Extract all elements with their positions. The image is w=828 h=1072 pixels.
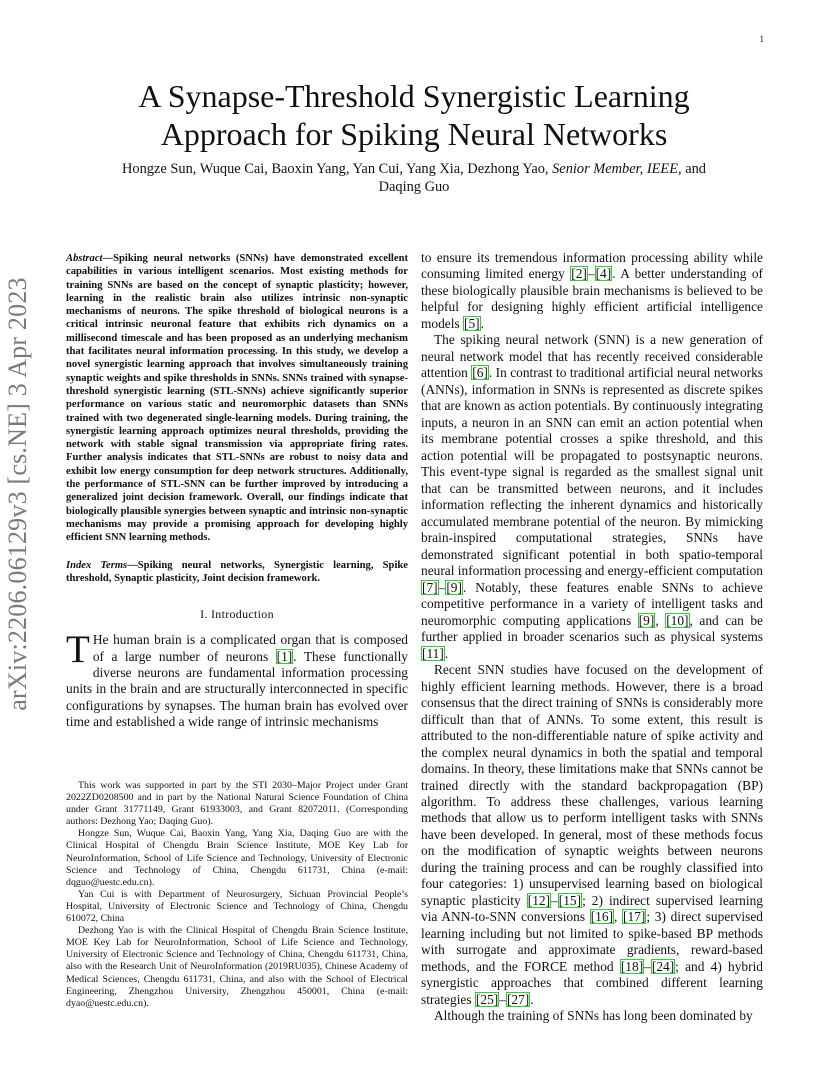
- citation-link[interactable]: [25]: [475, 991, 499, 1007]
- text-run: The spiking neural network (SNN) is a new generation of neural network model that has recently received considerable attention: [421, 332, 763, 381]
- text-run: –: [644, 958, 651, 974]
- index-terms-label: Index Terms: [66, 559, 128, 571]
- right-column: [421, 250, 763, 1025]
- citation-link[interactable]: [27]: [506, 991, 530, 1007]
- citation-link[interactable]: [15]: [558, 892, 582, 908]
- citation-link[interactable]: [7]: [422, 579, 438, 595]
- author-membership: Senior Member, IEEE: [552, 161, 678, 177]
- abstract-label: Abstract: [66, 253, 103, 264]
- author-names: Hongze Sun, Wuque Cai, Baoxin Yang, Yan Cui, Yang Xia, Dezhong Yao,: [122, 161, 553, 177]
- footnote-funding: This work was supported in part by the STI 2030–Major Project under Grant 2022ZD0208500 and in part by the National Natural Science Foundation of China under Grant 31771149, Grant 61933003, and Grant 82072011. (Corresponding authors: Dezhong Yao; Daqing Guo).: [66, 780, 408, 828]
- left-column: [66, 252, 408, 731]
- text-run: ; 3) direct supervised learning including but not limited to spike-based BP methods with surrogate and approximate gradients, reward-based methods, and the FORCE method: [421, 909, 763, 974]
- citation-link[interactable]: [17]: [623, 909, 646, 925]
- text-run: Recent SNN studies have focused on the development of highly efficient learning methods. However, there is a broad consensus that the direct training of SNNs is considerably more difficult than that of ANNs. To some extent, this result is attributed to the non-differentiable nature of spike activity and the complex neural dynamics in both the spatial and temporal domains. In theory, these limitations make that SNNs cannot be trained directly with the standard backpropagation (BP) algorithm. To address these challenges, various learning methods that allow us to perform intelligent tasks with SNNs have been developed. In general, most of these methods focus on the modification of synaptic weights between neurons during the training process and can be roughly classified into four categories: 1) unsupervised learning based on biological synaptic plasticity: [421, 662, 763, 908]
- text-run: .: [480, 315, 485, 331]
- arxiv-identifier: arXiv:2206.06129v3 [cs.NE] 3 Apr 2023: [3, 277, 32, 711]
- citation-link[interactable]: [12]: [527, 892, 551, 908]
- body-paragraph: [421, 332, 763, 662]
- intro-text-2: . These functionally diverse neurons are fundamental information processing units in the brain and are structurally interconnected in specific configurations by synapses. The human brain has evolved over time and established a wide range of intrinsic mechanisms: [66, 648, 408, 730]
- citation-link[interactable]: [24]: [651, 958, 675, 974]
- citation-link[interactable]: [6]: [472, 365, 488, 381]
- citation-link[interactable]: [11]: [422, 645, 444, 661]
- text-run: –: [551, 892, 558, 908]
- body-paragraph: Although the training of SNNs has long been dominated by: [434, 1008, 753, 1024]
- text-run: .: [444, 645, 449, 661]
- text-run: ,: [614, 909, 623, 925]
- citation-link[interactable]: [5]: [464, 315, 480, 331]
- page-number: 1: [759, 34, 764, 44]
- citation-link[interactable]: [2]: [571, 266, 587, 282]
- abstract: [66, 252, 408, 545]
- text-run: –: [499, 991, 506, 1007]
- citation-link[interactable]: [16]: [590, 909, 614, 925]
- body-paragraph: [421, 250, 763, 332]
- text-run: –: [438, 579, 446, 595]
- citation-link[interactable]: [18]: [620, 958, 644, 974]
- intro-paragraph: [66, 628, 408, 730]
- citation-link[interactable]: [4]: [595, 266, 612, 282]
- index-terms: [66, 559, 408, 586]
- citation-link[interactable]: [1]: [276, 648, 293, 664]
- text-run: –: [587, 266, 595, 282]
- author-list: [100, 160, 728, 196]
- dropcap: T: [66, 628, 90, 672]
- index-terms-text: —Spiking neural networks, Synergistic learning, Spike threshold, Synaptic plasticity, Joint decision framework.: [66, 559, 408, 584]
- intro-text-1: He human brain is a complicated organ that is composed of a large number of neurons: [92, 632, 408, 664]
- text-run: to ensure its tremendous information processing ability while consuming limited energy: [421, 250, 763, 282]
- citation-link[interactable]: [9]: [638, 612, 655, 628]
- body-paragraph: [421, 662, 763, 1008]
- citation-link[interactable]: [9]: [446, 579, 462, 595]
- abstract-text: —Spiking neural networks (SNNs) have demonstrated excellent capabilities in various intelligent scenarios. Most existing methods for training SNNs are based on the concept of synaptic plasticity; however, learning in the realistic brain also utilizes intrinsic non-synaptic mechanisms of neurons. The spike threshold of biological neurons is a critical intrinsic neuronal feature that exhibits rich dynamics on a millisecond timescale and has been proposed as an underlying mechanism that facilitates neural information processing. In this study, we develop a novel synergistic learning approach that involves simultaneously training synaptic weights and spike thresholds in SNNs. SNNs trained with synapse-threshold synergistic learning (STL-SNNs) achieve significantly superior performance on various static and neuromorphic datasets than SNNs trained with two degenerated single-learning models. During training, the synergistic learning approach optimizes neural thresholds, providing the network with stable signal transmission via appropriate firing rates. Further analysis indicates that STL-SNNs are robust to noisy data and exhibit low energy consumption for deep network structures. Additionally, the performance of STL-SNN can be further improved by introducing a generalized joint decision framework. Overall, our findings indicate that biologically plausible synergies between synaptic and intrinsic non-synaptic mechanisms may provide a promising approach for developing highly efficient SNN learning methods.: [66, 253, 408, 544]
- text-run: .: [530, 991, 534, 1007]
- text-run: . Notably, these features enable SNNs to achieve competitive performance in a variety of intelligent tasks and neuromorphic computing applications: [421, 579, 763, 628]
- footnote-affiliation: Hongze Sun, Wuque Cai, Baoxin Yang, Yang Xia, Daqing Guo are with the Clinical Hospital of Chengdu Brain Science Institute, MOE Key Lab for NeuroInformation, School of Life Science and Technology, University of Electronic Science and Technology of China, Chengdu 611731, China (e-mail: dqguo@uestc.edu.cn).: [66, 828, 408, 888]
- text-run: ; and 4) hybrid synergistic approaches that combined different learning strategies: [421, 958, 763, 1007]
- text-run: . A better understanding of these biologically plausible brain mechanisms is believed to be helpful for designing highly efficient artificial intelligence models: [421, 266, 764, 331]
- section-heading-introduction: I. Introduction: [200, 607, 274, 622]
- text-run: . In contrast to traditional artificial neural networks (ANNs), information in SNNs is represented as discrete spikes that are known as action potentials. By continuously integrating inputs, a neuron in an SNN can emit an action potential when its membrane potential crosses a spike threshold, and this action potential will be propagated to postsynaptic neurons. This event-type signal is regarded as the smallest signal unit that can be transmitted between neurons, and it includes information reflecting the inherent dynamics and historically accumulated membrane potential of the neuron. By mimicking brain-inspired computational strategies, SNNs have demonstrated significant potential in both spatio-temporal neural information processing and energy-efficient computation: [421, 365, 763, 579]
- footnote-affiliation: Yan Cui is with Department of Neurosurgery, Sichuan Provincial People’s Hospital, University of Electronic Science and Technology of China, Chengdu 610072, China: [66, 888, 408, 925]
- citation-link[interactable]: [10]: [666, 612, 689, 628]
- text-run: ,: [655, 612, 666, 628]
- footnote-affiliation: Dezhong Yao is with the Clinical Hospital of Chengdu Brain Science Institute, MOE Key Lab for NeuroInformation, School of Life Science and Technology, University of Electronic Science and Technology of China, Chengdu 611731, China, also with the Research Unit of NeuroInformation (2019RU035), Chinese Academy of Medical Sciences, Chengdu 611731, China, and also with the School of Electrical Engineering, Zhengzhou University, Zhengzhou 450001, China (e-mail: dyao@uestc.edu.cn).: [66, 925, 408, 1009]
- paper-title: A Synapse-Threshold Synergistic Learning Approach for Spiking Neural Networks: [138, 78, 690, 152]
- footnotes: [66, 780, 408, 1010]
- text-run: ; 2) indirect supervised learning via ANN-to-SNN conversions: [421, 892, 763, 925]
- author-names-end: , and Daqing Guo: [378, 161, 706, 195]
- text-run: , and can be further applied in broader scenarios such as physical systems: [421, 612, 764, 645]
